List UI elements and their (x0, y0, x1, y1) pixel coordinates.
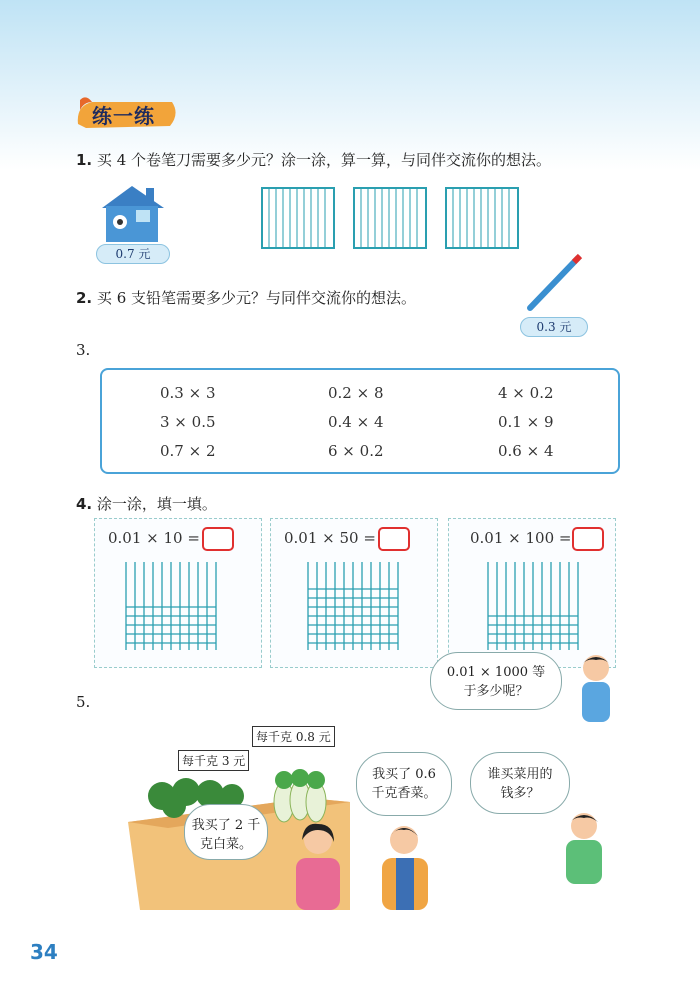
hundred-grid-2 (306, 560, 400, 650)
woman-shopper-image (284, 822, 354, 910)
price-tag-pencil: 0.3 元 (520, 317, 588, 337)
speech-bubble-boy: 谁买菜用的钱多？ (470, 752, 570, 814)
equation-2: 0.01 × 50 = (284, 529, 376, 547)
answer-box-1[interactable] (202, 527, 234, 551)
equation-1: 0.01 × 10 = (108, 529, 200, 547)
price-sign-cabbage: 每千克 3 元 (178, 750, 249, 771)
question-4-number: 4. (76, 495, 93, 513)
speech-bubble-q4: 0.01 × 1000 等于多少呢？ (430, 652, 562, 710)
shading-grids-q1 (260, 186, 520, 250)
calc-r2c2: 0.6 × 4 (498, 442, 554, 460)
answer-box-3[interactable] (572, 527, 604, 551)
page-number: 34 (30, 940, 58, 964)
speech-bubble-woman: 我买了 2 千克白菜。 (184, 804, 268, 860)
sky-background (0, 0, 700, 170)
hundred-grid-3 (486, 560, 580, 650)
question-2-number: 2. (76, 289, 93, 307)
calc-r0c1: 0.2 × 8 (328, 384, 384, 402)
calc-r1c0: 3 × 0.5 (160, 413, 216, 431)
price-sign-cilantro: 每千克 0.8 元 (252, 726, 335, 747)
boy-thinking-image (574, 652, 618, 724)
speech-bubble-man: 我买了 0.6 千克香菜。 (356, 752, 452, 816)
question-4-text: 涂一涂，填一填。 (96, 495, 217, 513)
calc-r0c2: 4 × 0.2 (498, 384, 554, 402)
question-4 (76, 493, 217, 514)
question-1 (76, 149, 551, 170)
calc-r1c2: 0.1 × 9 (498, 413, 554, 431)
section-title: 练一练 (92, 104, 155, 128)
man-shopper-image (374, 822, 436, 910)
equation-3: 0.01 × 100 = (470, 529, 572, 547)
price-tag-sharpener: 0.7 元 (96, 244, 170, 264)
calc-r2c0: 0.7 × 2 (160, 442, 216, 460)
calc-r0c0: 0.3 × 3 (160, 384, 216, 402)
answer-box-2[interactable] (378, 527, 410, 551)
pencil-sharpener-house-image (96, 180, 170, 246)
question-1-number: 1. (76, 151, 93, 169)
hundred-grid-1 (124, 560, 218, 650)
question-3-number: 3. (76, 341, 91, 359)
question-2 (76, 287, 416, 308)
question-5-number: 5. (76, 693, 91, 711)
calc-r1c1: 0.4 × 4 (328, 413, 384, 431)
boy-asking-image (552, 810, 616, 890)
question-2-text: 买 6 支铅笔需要多少元？与同伴交流你的想法。 (96, 289, 417, 307)
question-1-text: 买 4 个卷笔刀需要多少元？涂一涂，算一算，与同伴交流你的想法。 (96, 151, 552, 169)
calc-r2c1: 6 × 0.2 (328, 442, 384, 460)
pencil-image (524, 250, 586, 314)
